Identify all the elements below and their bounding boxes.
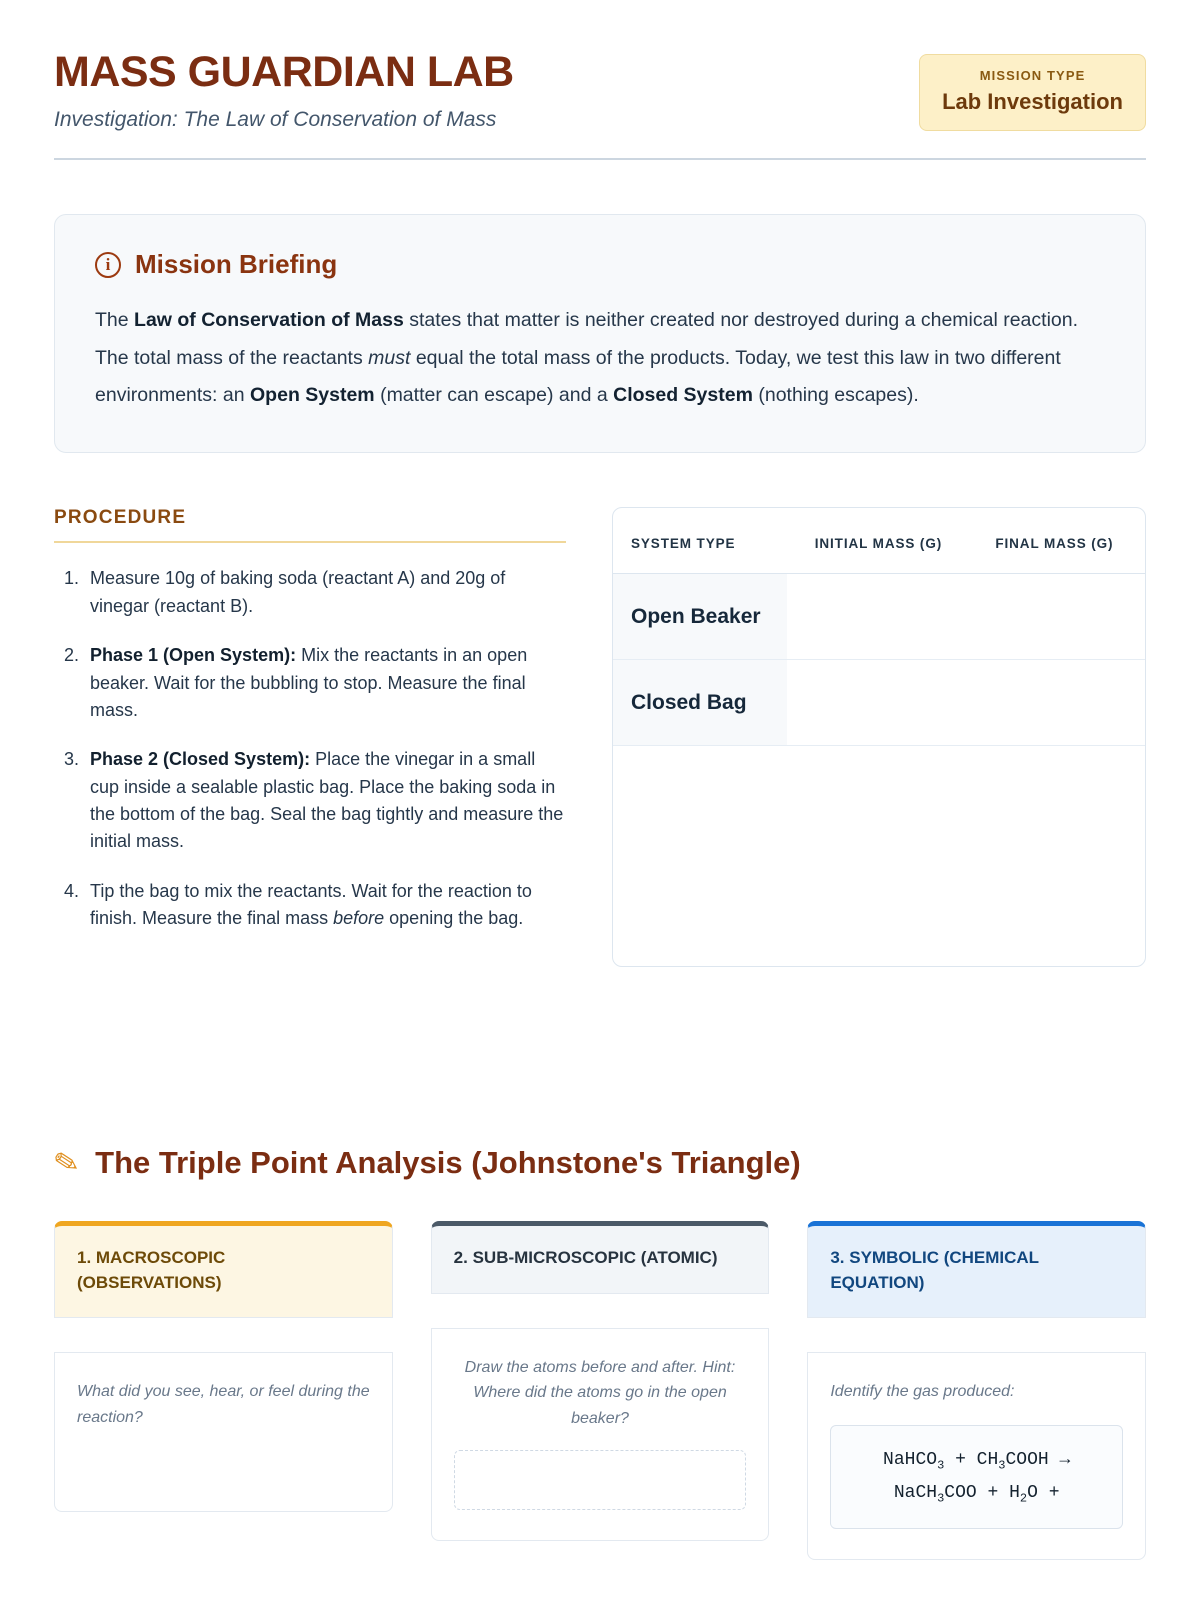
list-item [84,878,566,933]
card-symbolic-body[interactable] [807,1352,1146,1561]
step-label: Phase 2 (Closed System): [90,749,311,770]
header-divider [54,158,1146,160]
card-macroscopic-hint: What did you see, hear, or feel during the reaction? [77,1382,370,1426]
briefing-text-1: The [95,309,135,332]
mission-type-badge [919,54,1146,131]
card-macroscopic [54,1221,393,1560]
row-label-open-beaker: Open Beaker [613,574,787,660]
table-row [613,574,1145,660]
pencil-icon: ✎ [50,1144,83,1183]
mission-type-label: MISSION TYPE [979,68,1086,83]
procedure-column [54,507,566,954]
input-cell-closed-final-mass[interactable] [968,660,1145,746]
mission-briefing-text [95,302,1105,414]
list-item [84,642,566,724]
page-header [54,44,1146,132]
column-header-final-mass: FINAL MASS (G) [968,508,1145,574]
input-cell-closed-initial-mass[interactable] [787,660,968,746]
list-item [84,746,566,855]
card-macroscopic-body[interactable] [54,1352,393,1512]
table-empty-space [613,746,1145,950]
card-symbolic-hint: Identify the gas produced: [830,1382,1015,1400]
briefing-bold-closed: Closed System [613,384,753,407]
page-subtitle: Investigation: The Law of Conservation of Mass [54,108,497,132]
card-macroscopic-heading: 1. MACROSCOPIC (OBSERVATIONS) [54,1221,393,1317]
card-sub-microscopic-heading: 2. SUB-MICROSCOPIC (ATOMIC) [431,1221,770,1293]
mission-briefing-header [95,249,1105,280]
triple-point-grid [54,1221,1146,1560]
input-cell-open-final-mass[interactable] [968,574,1145,660]
drawing-area[interactable] [454,1450,747,1510]
table-row [613,660,1145,746]
procedure-and-data-row [54,507,1146,967]
procedure-list [54,565,566,932]
page-title: MASS GUARDIAN LAB [54,48,514,96]
triple-point-title: The Triple Point Analysis (Johnstone's Triangle) [95,1145,801,1181]
briefing-bold-law: Law of Conservation of Mass [134,309,404,332]
step-text: Tip the bag to mix the reactants. Wait for the reaction to finish. Measure the final mass [90,880,532,929]
step-text: Measure 10g of baking soda (reactant A) and 20g of vinegar (reactant B). [90,568,506,616]
card-sub-microscopic-hint: Draw the atoms before and after. Hint: Where did the atoms go in the open beaker? [464,1358,736,1428]
card-symbolic [807,1221,1146,1560]
step-text-tail: opening the bag. [384,908,524,929]
row-label-closed-bag: Closed Bag [613,660,787,746]
procedure-heading: PROCEDURE [54,507,566,543]
triple-point-header [50,1144,1146,1183]
mass-data-table [613,508,1145,746]
chemical-equation [830,1425,1123,1530]
list-item [84,565,566,620]
data-collection-card [612,507,1146,967]
equation-line-1: NaHCO$_3$ + $CH_3COOH$ → [883,1449,1071,1473]
briefing-text-2: states that matter is neither created nor destroyed during a chemical reaction. The total mass of the reactants [95,309,1079,369]
card-symbolic-heading: 3. SYMBOLIC (CHEMICAL EQUATION) [807,1221,1146,1317]
column-header-system-type: SYSTEM TYPE [613,508,787,574]
step-label: Phase 1 (Open System): [90,645,297,666]
title-block [54,44,514,132]
briefing-text-4: (matter can escape) and a [374,384,614,407]
equation-line-2: NaCH$_3$COO + $H_2O$ + [893,1482,1060,1506]
table-header-row [613,508,1145,574]
mission-briefing-panel [54,214,1146,453]
briefing-text-5: (nothing escapes). [752,384,919,407]
step-text: Mix the reactants in an open beaker. Wait for the bubbling to stop. Measure the final mass. [90,645,528,720]
card-sub-microscopic-body[interactable] [431,1328,770,1542]
briefing-bold-open: Open System [250,384,375,407]
step-italic: before [333,908,385,929]
mission-type-value: Lab Investigation [942,89,1123,114]
data-table-column [612,507,1146,967]
mission-briefing-title: Mission Briefing [135,249,338,280]
briefing-text-3: equal the total mass of the products. Today, we test this law in two different environments: an [95,346,1061,407]
column-header-initial-mass: INITIAL MASS (G) [787,508,968,574]
input-cell-open-initial-mass[interactable] [787,574,968,660]
info-circle-icon: i [95,252,121,278]
card-sub-microscopic [431,1221,770,1560]
briefing-italic-must: must [368,346,411,369]
step-text: Place the vinegar in a small cup inside a sealable plastic bag. Place the baking soda in the bottom of the bag. Seal the bag tightly and measure the initial mass. [90,749,564,852]
